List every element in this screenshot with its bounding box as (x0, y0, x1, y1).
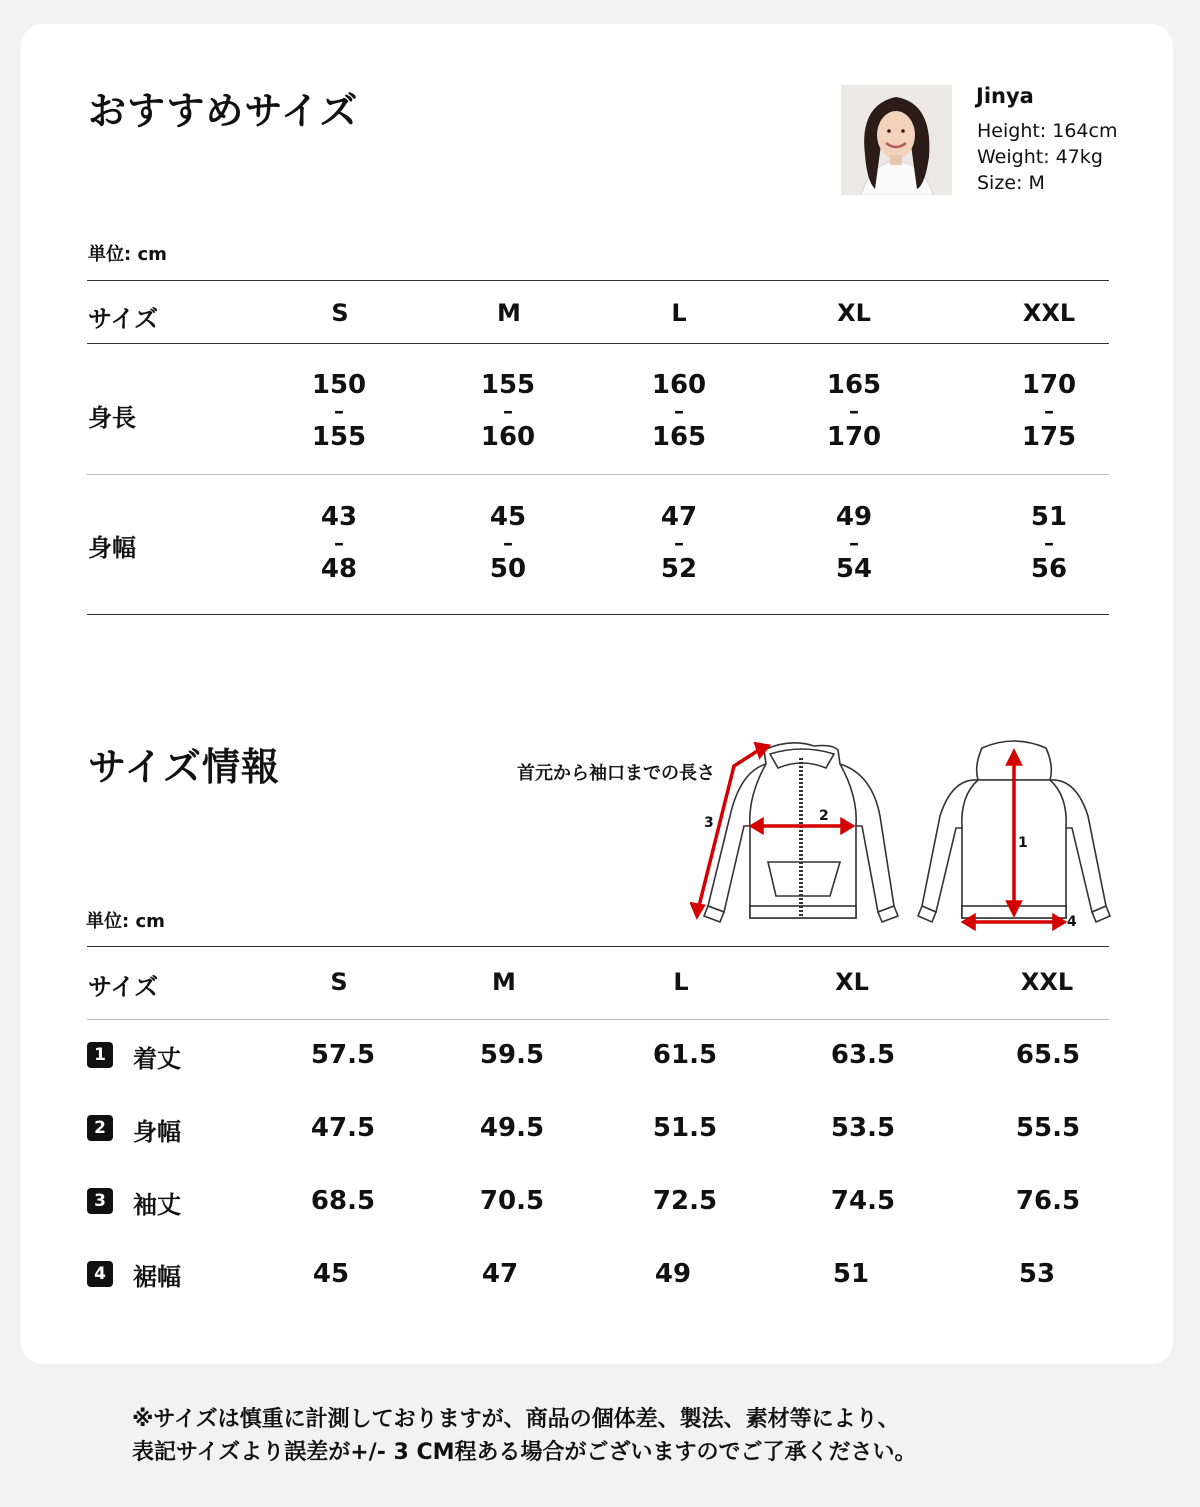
range-width-m: 45 – 50 (489, 502, 527, 584)
row-number-badge: 4 (87, 1261, 113, 1287)
sleeve-m: 70.5 (479, 1186, 545, 1216)
row-number-badge: 1 (87, 1042, 113, 1068)
body-width-xl: 53.5 (830, 1113, 896, 1143)
recommend-header-m: M (497, 299, 521, 327)
recommend-header-size: サイズ (88, 305, 159, 333)
table-rule (87, 1019, 1109, 1020)
row-label-hem: 裾幅 (133, 1263, 181, 1291)
row-label-body-width: 身幅 (133, 1118, 181, 1146)
sleeve-xxl: 76.5 (1015, 1186, 1081, 1216)
range-width-xxl: 51 – 56 (1030, 502, 1068, 584)
hem-s: 45 (312, 1259, 350, 1289)
table-rule (87, 614, 1109, 615)
sleeve-s: 68.5 (310, 1186, 376, 1216)
sleeve-l: 72.5 (652, 1186, 718, 1216)
recommend-header-s: S (331, 299, 349, 327)
range-width-xl: 49 – 54 (835, 502, 873, 584)
info-header-xl: XL (835, 968, 869, 996)
sleeve-xl: 74.5 (830, 1186, 896, 1216)
body-width-xxl: 55.5 (1015, 1113, 1081, 1143)
size-info-title: サイズ情報 (88, 745, 280, 789)
model-photo (841, 85, 952, 195)
length-xxl: 65.5 (1015, 1040, 1081, 1070)
row-label-height: 身長 (88, 404, 136, 432)
body-width-s: 47.5 (310, 1113, 376, 1143)
hoodie-measurement-diagram (690, 736, 1120, 936)
row-label-length: 着丈 (133, 1045, 181, 1073)
length-m: 59.5 (479, 1040, 545, 1070)
model-name: Jinya (976, 84, 1034, 108)
hem-xl: 51 (832, 1259, 870, 1289)
model-size: Size: M (977, 172, 1045, 194)
row-label-width: 身幅 (88, 534, 136, 562)
range-height-l: 160 – 165 (651, 370, 707, 452)
size-chart-card (21, 24, 1173, 1364)
row-label-sleeve: 袖丈 (133, 1191, 181, 1219)
recommend-header-xl: XL (837, 299, 871, 327)
row-number-badge: 3 (87, 1188, 113, 1214)
diagram-mark-4: 4 (1067, 914, 1077, 930)
diagram-mark-1: 1 (1018, 835, 1028, 851)
footnote-line-1: ※サイズは慎重に計測しておりますが、商品の個体差、製法、素材等により、 (132, 1407, 900, 1432)
recommend-title: おすすめサイズ (88, 89, 359, 133)
info-header-s: S (330, 968, 348, 996)
diagram-mark-3: 3 (704, 815, 714, 831)
sleeve-length-caption: 首元から袖口までの長さ (517, 763, 715, 784)
model-height: Height: 164cm (977, 120, 1118, 142)
length-s: 57.5 (310, 1040, 376, 1070)
model-weight: Weight: 47kg (977, 146, 1103, 168)
info-header-m: M (492, 968, 516, 996)
recommend-unit: 単位: cm (88, 244, 167, 265)
info-header-l: L (673, 968, 689, 996)
size-info-unit: 単位: cm (86, 911, 165, 932)
length-xl: 63.5 (830, 1040, 896, 1070)
row-number-badge: 2 (87, 1115, 113, 1141)
body-width-l: 51.5 (652, 1113, 718, 1143)
range-width-s: 43 – 48 (320, 502, 358, 584)
range-height-s: 150 – 155 (311, 370, 367, 452)
range-width-l: 47 – 52 (660, 502, 698, 584)
table-rule (87, 343, 1109, 344)
range-height-xxl: 170 – 175 (1021, 370, 1077, 452)
footnote-line-2: 表記サイズより誤差が+/- 3 CM程ある場合がございますのでご了承ください。 (132, 1440, 917, 1465)
hem-l: 49 (654, 1259, 692, 1289)
info-header-xxl: XXL (1020, 968, 1074, 996)
info-header-size: サイズ (88, 973, 159, 1001)
recommend-header-l: L (671, 299, 687, 327)
hem-m: 47 (481, 1259, 519, 1289)
length-l: 61.5 (652, 1040, 718, 1070)
table-rule (87, 946, 1109, 947)
recommend-header-xxl: XXL (1022, 299, 1076, 327)
range-height-m: 155 – 160 (480, 370, 536, 452)
hem-xxl: 53 (1018, 1259, 1056, 1289)
table-rule (87, 280, 1109, 281)
body-width-m: 49.5 (479, 1113, 545, 1143)
range-height-xl: 165 – 170 (826, 370, 882, 452)
table-rule (87, 474, 1109, 475)
diagram-mark-2: 2 (819, 808, 829, 824)
